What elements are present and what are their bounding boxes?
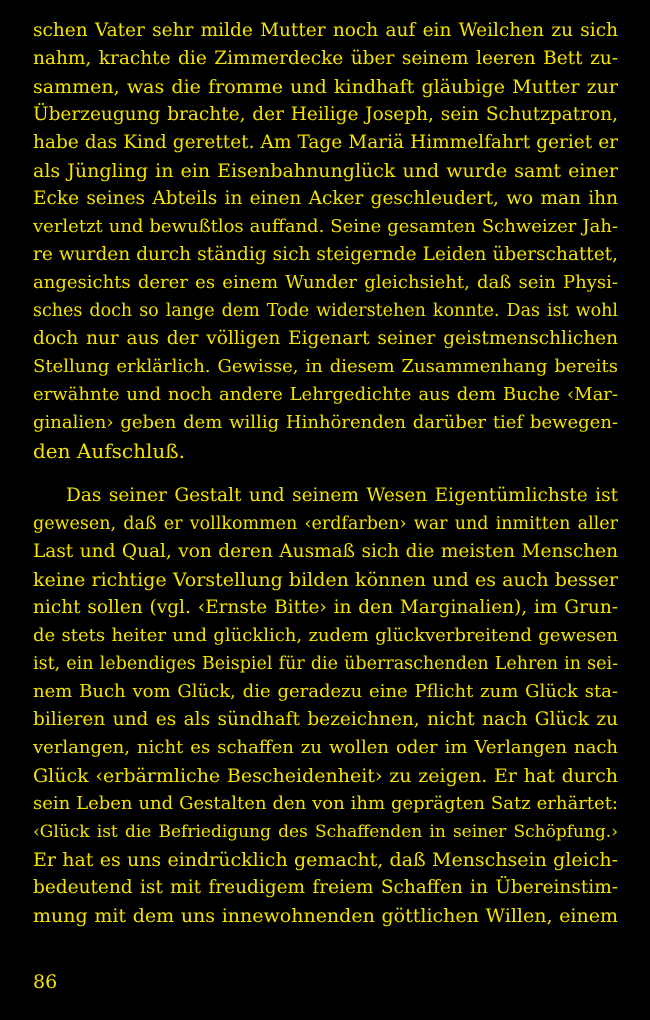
text-line: nem Buch vom Glück, die geradezu eine Pflicht zum Glück sta- [33,681,618,702]
text-line: Ecke seines Abteils in einen Acker geschleudert, wo man ihn [33,188,618,209]
text-line: bilieren und es als sündhaft bezeichnen, nicht nach Glück zu [33,709,618,730]
page-number: 86 [33,971,58,993]
text-line: mung mit dem uns innewohnenden göttlichen Willen, einem [33,905,618,927]
text-line: Last und Qual, von deren Ausmaß sich die meisten Menschen [33,541,618,562]
text-line: verletzt und bewußtlos auffand. Seine gesamten Schweizer Jah- [33,216,618,237]
text-line: schen Vater sehr milde Mutter noch auf ein Weilchen zu sich [33,20,618,41]
text-line: nicht sollen (vgl. ‹Ernste Bitte› in den Marginalien), im Grun- [33,597,618,618]
text-line: keine richtige Vorstellung bilden können und es auch besser [33,569,618,591]
text-line: habe das Kind gerettet. Am Tage Mariä Himmelfahrt geriet er [33,132,618,153]
text-line: Überzeugung brachte, der Heilige Joseph, sein Schutzpatron, [33,104,618,125]
text-line: erwähnte und noch andere Lehrgedichte aus dem Buche ‹Mar- [33,384,618,405]
text-line: Er hat es uns eindrücklich gemacht, daß Menschsein gleich- [33,849,618,871]
text-line: doch nur aus der völligen Eigenart seiner geistmenschlichen [33,328,618,349]
text-line: Das seiner Gestalt und seinem Wesen Eigentümlichste ist [66,485,618,506]
text-line: Glück ‹erbärmliche Bescheidenheit› zu zeigen. Er hat durch [33,765,618,787]
text-line: sches doch so lange dem Tode widerstehen konnte. Das ist wohl [33,301,618,321]
text-line: den Aufschluß. [33,439,185,463]
text-line: sein Leben und Gestalten den von ihm geprägten Satz erhärtet: [33,793,618,814]
text-line: als Jüngling in ein Eisenbahnunglück und wurde samt einer [33,160,618,182]
text-line: de stets heiter und glücklich, zudem glückverbreitend gewesen [33,625,618,646]
text-line: verlangen, nicht es schaffen zu wollen oder im Verlangen nach [33,737,618,758]
text-line: gewesen, daß er vollkommen ‹erdfarben› war und inmitten aller [33,514,618,534]
text-line: sammen, was die fromme und kindhaft gläubige Mutter zur [33,76,618,98]
text-line: ‹Glück ist die Befriedigung des Schaffenden in seiner Schöpfung.› [33,822,618,842]
text-line: nahm, krachte die Zimmerdecke über seinem leeren Bett zu- [33,48,618,69]
text-line: Stellung erklärlich. Gewisse, in diesem Zusammenhang bereits [33,356,618,377]
text-line: bedeutend ist mit freudigem freiem Schaffen in Übereinstim- [33,877,618,898]
text-line: ist, ein lebendiges Beispiel für die überraschenden Lehren in sei- [33,654,618,674]
text-line: re wurden durch ständig sich steigernde Leiden überschattet, [33,244,618,265]
text-line: ginalien› geben dem willig Hinhörenden darüber tief bewegen- [33,412,618,433]
text-line: angesichts derer es einem Wunder gleichsieht, daß sein Physi- [33,272,618,293]
